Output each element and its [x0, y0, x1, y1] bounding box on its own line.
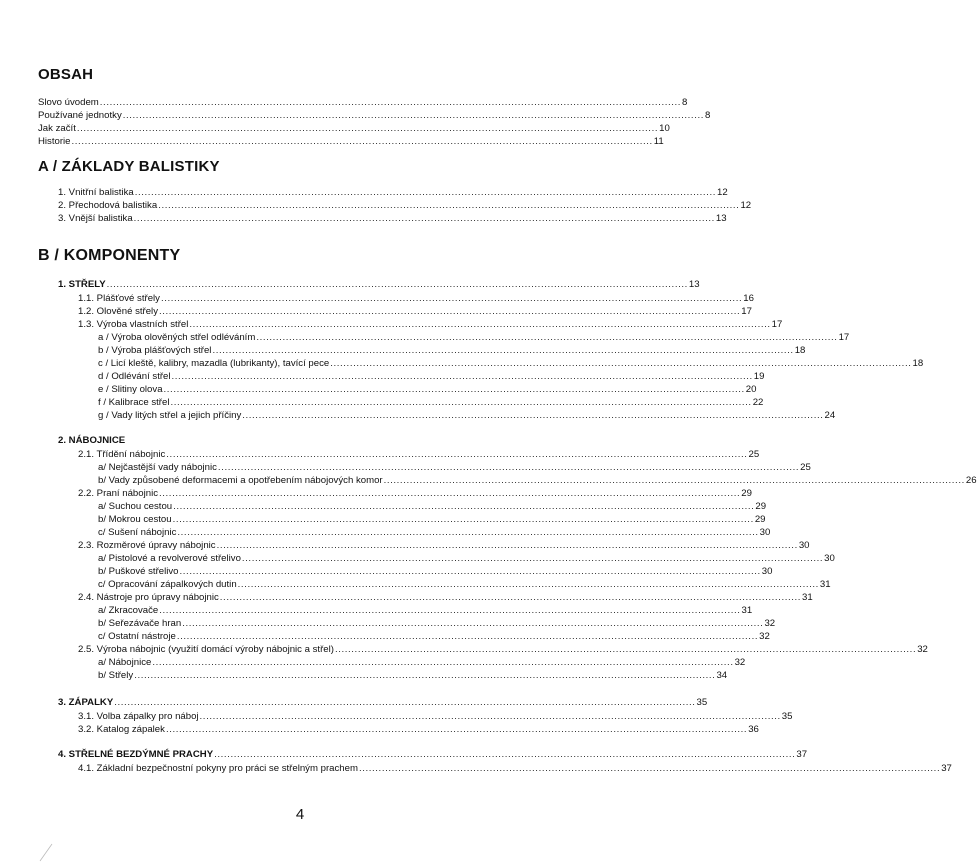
section-heading-b: B / KOMPONENTY — [38, 247, 181, 264]
toc-entry: a/ Nejčastější vady nábojnic .................................................................................................................................................................................. 25 — [98, 462, 811, 473]
toc-entry: c/ Sušení nábojnic .................................................................................................................................................................................. 30 — [98, 527, 771, 538]
toc-chapter: 2. NÁBOJNICE — [58, 435, 126, 446]
page-number: 4 — [295, 806, 305, 823]
toc-entry: 2.1. Třídění nábojnic .................................................................................................................................................................................. 25 — [78, 449, 760, 460]
scan-mark — [38, 840, 62, 862]
toc-entry: a/ Suchou cestou .................................................................................................................................................................................. 29 — [98, 501, 767, 512]
toc-chapter: 1. STŘELY .................................................................................................................................................................................. 13 — [58, 279, 700, 290]
toc-entry: a/ Nábojnice .................................................................................................................................................................................. 32 — [98, 657, 746, 668]
toc-entry: c / Licí kleště, kalibry, mazadla (lubrikanty), tavící pece .................................................................................................................................................................................. 18 — [98, 358, 924, 369]
toc-entry: c/ Ostatní nástroje .................................................................................................................................................................................. 32 — [98, 631, 770, 642]
toc-chapter: 3. ZÁPALKY .................................................................................................................................................................................. 35 — [58, 697, 708, 708]
toc-entry: b/ Vady způsobené deformacemi a opotřebením nábojových komor .................................................................................................................................................................................. 26 — [98, 475, 977, 486]
toc-entry: b/ Seřezávače hran .................................................................................................................................................................................. 32 — [98, 618, 776, 629]
toc-title: OBSAH — [38, 66, 94, 83]
toc-entry: 2.5. Výroba nábojnic (využití domácí výroby nábojnic a střel) .................................................................................................................................................................................. 32 — [78, 644, 928, 655]
toc-entry: 2.4. Nástroje pro úpravy nábojnic .................................................................................................................................................................................. 31 — [78, 592, 813, 603]
toc-entry: b/ Střely .................................................................................................................................................................................. 34 — [98, 670, 728, 681]
toc-entry: 2. Přechodová balistika .................................................................................................................................................................................. 12 — [58, 200, 752, 211]
toc-entry: a/ Pistolové a revolverové střelivo .................................................................................................................................................................................. 30 — [98, 553, 835, 564]
toc-entry: e / Slitiny olova .................................................................................................................................................................................. 20 — [98, 384, 757, 395]
toc-entry: 1.2. Olověné střely .................................................................................................................................................................................. 17 — [78, 306, 752, 317]
toc-entry: 2.2. Praní nábojnic .................................................................................................................................................................................. 29 — [78, 488, 752, 499]
toc-entry: c/ Opracování zápalkových dutin .................................................................................................................................................................................. 31 — [98, 579, 831, 590]
toc-entry: Jak začít .................................................................................................................................................................................. 10 — [38, 123, 670, 134]
toc-entry: a / Výroba olověných střel odléváním .................................................................................................................................................................................. 17 — [98, 332, 850, 343]
toc-entry: b/ Mokrou cestou .................................................................................................................................................................................. 29 — [98, 514, 766, 525]
toc-entry: Historie .................................................................................................................................................................................. 11 — [38, 136, 664, 147]
toc-entry: b/ Puškové střelivo .................................................................................................................................................................................. 30 — [98, 566, 773, 577]
toc-entry: d / Odlévání střel .................................................................................................................................................................................. 19 — [98, 371, 765, 382]
toc-entry: 3.1. Volba zápalky pro náboj .................................................................................................................................................................................. 35 — [78, 711, 793, 722]
toc-entry: g / Vady litých střel a jejich příčiny .................................................................................................................................................................................. 24 — [98, 410, 836, 421]
toc-entry: 3. Vnější balistika .................................................................................................................................................................................. 13 — [58, 213, 727, 224]
toc-entry: 2.3. Rozměrové úpravy nábojnic .................................................................................................................................................................................. 30 — [78, 540, 810, 551]
toc-entry: 1.1. Plášťové střely .................................................................................................................................................................................. 16 — [78, 293, 754, 304]
toc-entry: Používané jednotky .................................................................................................................................................................................. 8 — [38, 110, 711, 121]
toc-entry: f / Kalibrace střel .................................................................................................................................................................................. 22 — [98, 397, 764, 408]
toc-entry: 3.2. Katalog zápalek .................................................................................................................................................................................. 36 — [78, 724, 759, 735]
toc-entry: Slovo úvodem .................................................................................................................................................................................. 8 — [38, 97, 688, 108]
toc-entry: b / Výroba plášťových střel .................................................................................................................................................................................. 18 — [98, 345, 806, 356]
toc-entry: 1. Vnitřní balistika .................................................................................................................................................................................. 12 — [58, 187, 728, 198]
toc-entry: 1.3. Výroba vlastních střel .................................................................................................................................................................................. 17 — [78, 319, 783, 330]
toc-entry: 4.1. Základní bezpečnostní pokyny pro práci se střelným prachem .................................................................................................................................................................................. 37 — [78, 763, 952, 774]
toc-chapter: 4. STŘELNÉ BEZDÝMNÉ PRACHY .................................................................................................................................................................................. 37 — [58, 749, 808, 760]
section-heading-a: A / ZÁKLADY BALISTIKY — [38, 158, 220, 175]
toc-entry: a/ Zkracovače .................................................................................................................................................................................. 31 — [98, 605, 753, 616]
